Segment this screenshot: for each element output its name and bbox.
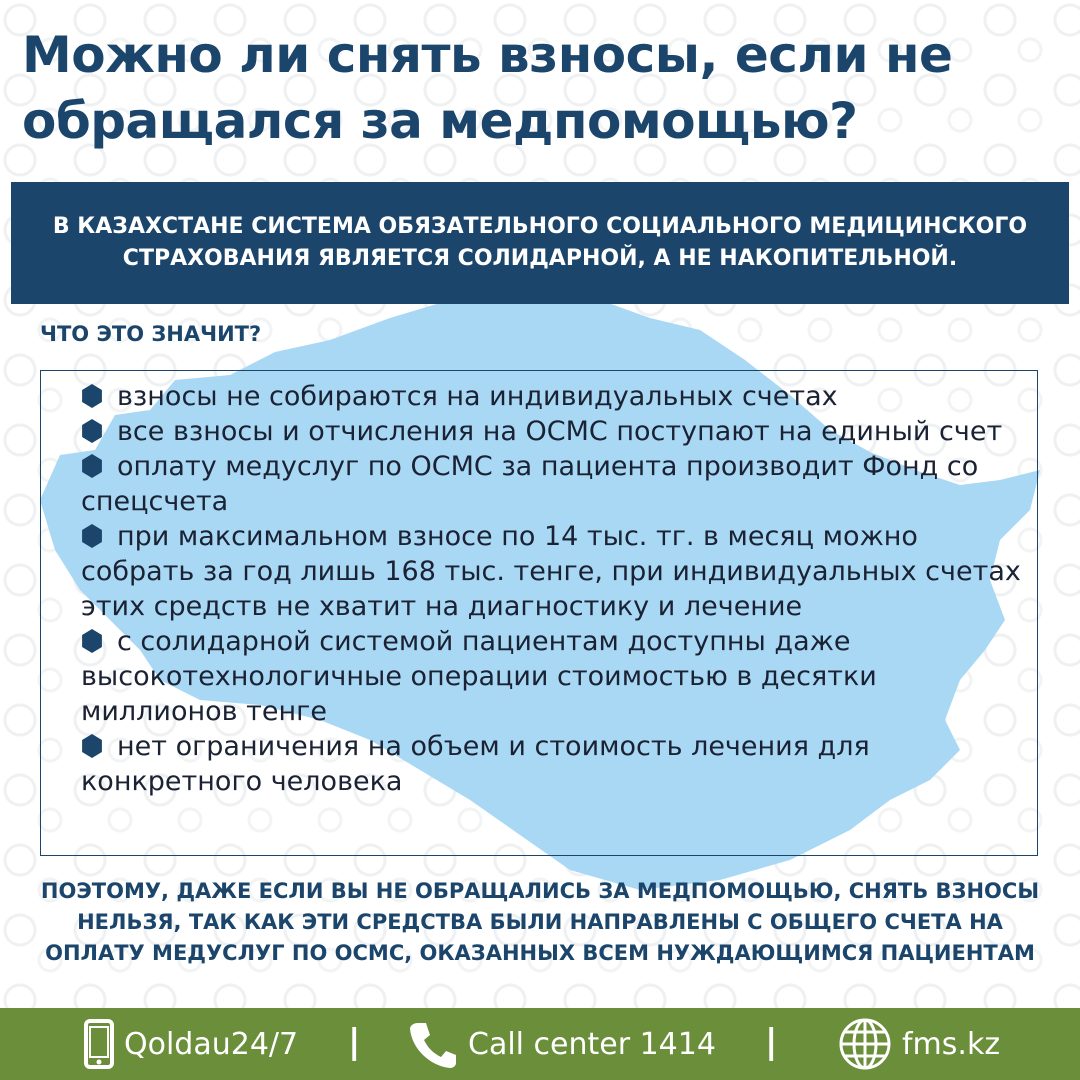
points-box — [40, 370, 1038, 856]
point-text: с солидарной системой пациентам доступны даже высокотехнологичные операции стоимостью в десятки миллионов тенге — [81, 626, 877, 727]
hexagon-bullet-icon — [81, 384, 103, 408]
phone-mobile-icon — [84, 1019, 114, 1069]
list-item — [81, 624, 1021, 729]
points-list — [81, 379, 1021, 799]
handset-icon — [408, 1019, 458, 1069]
hexagon-bullet-icon — [81, 629, 103, 653]
footer-qoldau-label: Qoldau24/7 — [124, 1026, 299, 1062]
footer-call-center-label: Call center 1414 — [468, 1026, 716, 1062]
banner-text: В КАЗАХСТАНЕ СИСТЕМА ОБЯЗАТЕЛЬНОГО СОЦИАЛЬНОГО МЕДИЦИНСКОГО СТРАХОВАНИЯ ЯВЛЯЕТСЯ СОЛИДАРНОЙ, А НЕ НАКОПИТЕЛЬНОЙ. — [52, 214, 1028, 271]
hexagon-bullet-icon — [81, 734, 103, 758]
globe-icon — [838, 1017, 892, 1071]
footer-qoldau[interactable] — [84, 1008, 298, 1080]
point-text: нет ограничения на объем и стоимость лечения для конкретного человека — [81, 731, 870, 797]
list-item — [81, 414, 1021, 449]
point-text: все взносы и отчисления на ОСМС поступают на единый счет — [117, 416, 1003, 447]
footer-separator: | — [348, 1022, 361, 1062]
info-banner — [11, 182, 1069, 304]
list-item — [81, 519, 1021, 624]
footer-separator: | — [765, 1022, 778, 1062]
footer-bar — [0, 1008, 1080, 1080]
hexagon-bullet-icon — [81, 419, 103, 443]
list-item — [81, 449, 1021, 519]
point-text: оплату медуслуг по ОСМС за пациента производит Фонд со спецсчета — [81, 451, 979, 517]
footer-website-label: fms.kz — [902, 1026, 1001, 1062]
point-text: при максимальном взносе по 14 тыс. тг. в месяц можно собрать за год лишь 168 тыс. тенге, при индивидуальных счетах этих средств не хватит на диагностику и лечение — [81, 521, 1021, 622]
footer-call-center[interactable] — [408, 1008, 716, 1080]
conclusion-text: ПОЭТОМУ, ДАЖЕ ЕСЛИ ВЫ НЕ ОБРАЩАЛИСЬ ЗА МЕДПОМОЩЬЮ, СНЯТЬ ВЗНОСЫ НЕЛЬЗЯ, ТАК КАК ЭТИ СРЕДСТВА БЫЛИ НАПРАВЛЕНЫ С ОБЩЕГО СЧЕТА НА ОПЛАТУ МЕДУСЛУГ ПО ОСМС, ОКАЗАННЫХ ВСЕМ НУЖДАЮЩИМСЯ ПАЦИЕНТАМ — [40, 879, 1040, 965]
section-heading: ЧТО ЭТО ЗНАЧИТ? — [40, 322, 262, 346]
hexagon-bullet-icon — [81, 524, 103, 548]
list-item — [81, 729, 1021, 799]
page-title: Можно ли снять взносы, если не обращался за медпомощью? — [22, 26, 953, 150]
hexagon-bullet-icon — [81, 454, 103, 478]
list-item — [81, 379, 1021, 414]
footer-website[interactable] — [838, 1008, 1000, 1080]
point-text: взносы не собираются на индивидуальных счетах — [117, 381, 838, 412]
